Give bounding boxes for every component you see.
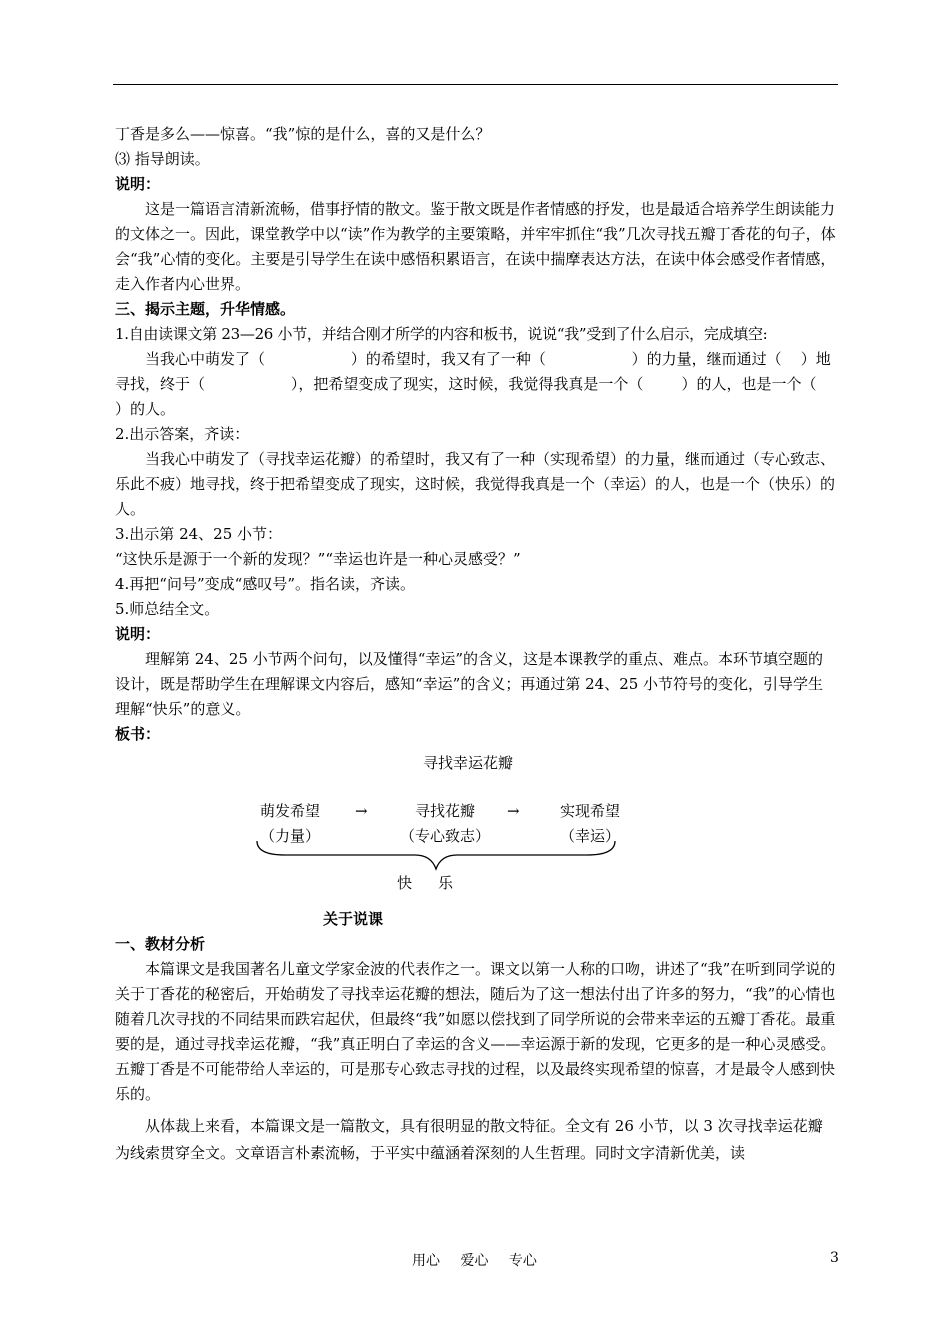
header-rule xyxy=(113,84,838,85)
note-label: 说明： xyxy=(115,175,161,193)
paragraph: 3.出示第 24、25 小节： xyxy=(115,525,283,543)
answer-paragraph: 当我心中萌发了（寻找幸运花瓣）的希望时，我又有了一种（实现希望）的力量，继而通过（专心致志、乐此不疲）地寻找，终于把希望变成了现实，这时候，我觉得我真是一个（幸运）的人，也是一个（快乐）的人。 xyxy=(115,450,836,518)
paragraph: ⑶ 指导朗读。 xyxy=(115,150,210,168)
board-step-label: 寻找花瓣 xyxy=(414,802,475,820)
board-step-label: 萌发希望 xyxy=(259,802,320,820)
page-number: 3 xyxy=(830,1250,839,1266)
paragraph: 1.自由读课文第 23—26 小节，并结合刚才所学的内容和板书，说说“我”受到了什么启示，完成填空: xyxy=(115,325,768,343)
paragraph: 4.再把“问号”变成“感叹号”。指名读，齐读。 xyxy=(115,575,415,593)
analysis-paragraph: 本篇课文是我国著名儿童文学家金波的代表作之一。课文以第一人称的口吻，讲述了“我”在听到同学说的关于丁香花的秘密后，开始萌发了寻找幸运花瓣的想法，随后为了这一想法付出了许多的努力，“我”的心情也随着几次寻找的不同结果而跌宕起伏，但最终“我”如愿以偿找到了同学所说的会带来幸运的五瓣丁香花。最重要的是，通过寻找幸运花瓣，“我”真正明白了幸运的含义——幸运源于新的发现，它更多的是一种心灵感受。五瓣丁香是不可能带给人幸运的，可是那专心致志寻找的过程，以及最终实现希望的惊喜，才是最令人感到快乐的。 xyxy=(115,960,836,1103)
paragraph: 5.师总结全文。 xyxy=(115,600,220,618)
blackboard-diagram xyxy=(115,747,837,907)
note-paragraph: 理解第 24、25 小节两个问句，以及懂得“幸运”的含义，这是本课教学的重点、难点。本环节填空题的设计，既是帮助学生在理解课文内容后，感知“幸运”的含义；再通过第 24、25 小节符号的变化，引导学生理解“快乐”的意义。 xyxy=(115,650,824,718)
document-body xyxy=(115,122,860,1167)
board-step-sub: （专心致志） xyxy=(399,827,490,845)
board-label: 板书： xyxy=(115,725,161,743)
paragraph: 2.出示答案，齐读： xyxy=(115,425,250,443)
section-heading: 一、教材分析 xyxy=(115,935,206,953)
paragraph: 丁香是多么——惊喜。“我”惊的是什么，喜的又是什么？ xyxy=(115,125,491,143)
board-step-sub: （力量） xyxy=(259,827,320,845)
board-step-sub: （幸运） xyxy=(559,827,620,845)
board-title: 寻找幸运花瓣 xyxy=(423,754,514,772)
board-step-label: 实现希望 xyxy=(559,802,620,820)
analysis-paragraph: 从体裁上来看，本篇课文是一篇散文，具有很明显的散文特征。全文有 26 小节，以 3 次寻找幸运花瓣为线索贯穿全文。文章语言朴素流畅，于平实中蕴涵着深刻的人生哲理。同时文字清新优美，读 xyxy=(115,1117,823,1162)
quote: “这快乐是源于一个新的发现？”“幸运也许是一种心灵感受？” xyxy=(115,550,521,568)
arrow-icon: → xyxy=(355,802,368,820)
fill-in-blank: 当我心中萌发了（ ）的希望时，我又有了一种（ ）的力量，继而通过（ ）地寻找，终于（ ），把希望变成了现实，这时候，我觉得我真是一个（ ）的人，也是一个（ ）的人。 xyxy=(115,350,860,418)
footer-motto: 用心 爱心 专心 xyxy=(412,1253,537,1269)
curly-brace-icon xyxy=(255,839,617,871)
board-bottom-label: 快乐 xyxy=(397,874,480,892)
note-paragraph: 这是一篇语言清新流畅，借事抒情的散文。鉴于散文既是作者情感的抒发，也是最适合培养学生朗读能力的文体之一。因此，课堂教学中以“读”作为教学的主要策略，并牢牢抓住“我”几次寻找五瓣丁香花的句子，体会“我”心情的变化。主要是引导学生在读中感悟积累语言，在读中揣摩表达方法，在读中体会感受作者情感，走入作者内心世界。 xyxy=(115,200,836,293)
section-title: 关于说课 xyxy=(323,910,384,928)
note-label: 说明： xyxy=(115,625,161,643)
section-heading: 三、揭示主题，升华情感。 xyxy=(115,300,296,318)
arrow-icon: → xyxy=(507,802,520,820)
